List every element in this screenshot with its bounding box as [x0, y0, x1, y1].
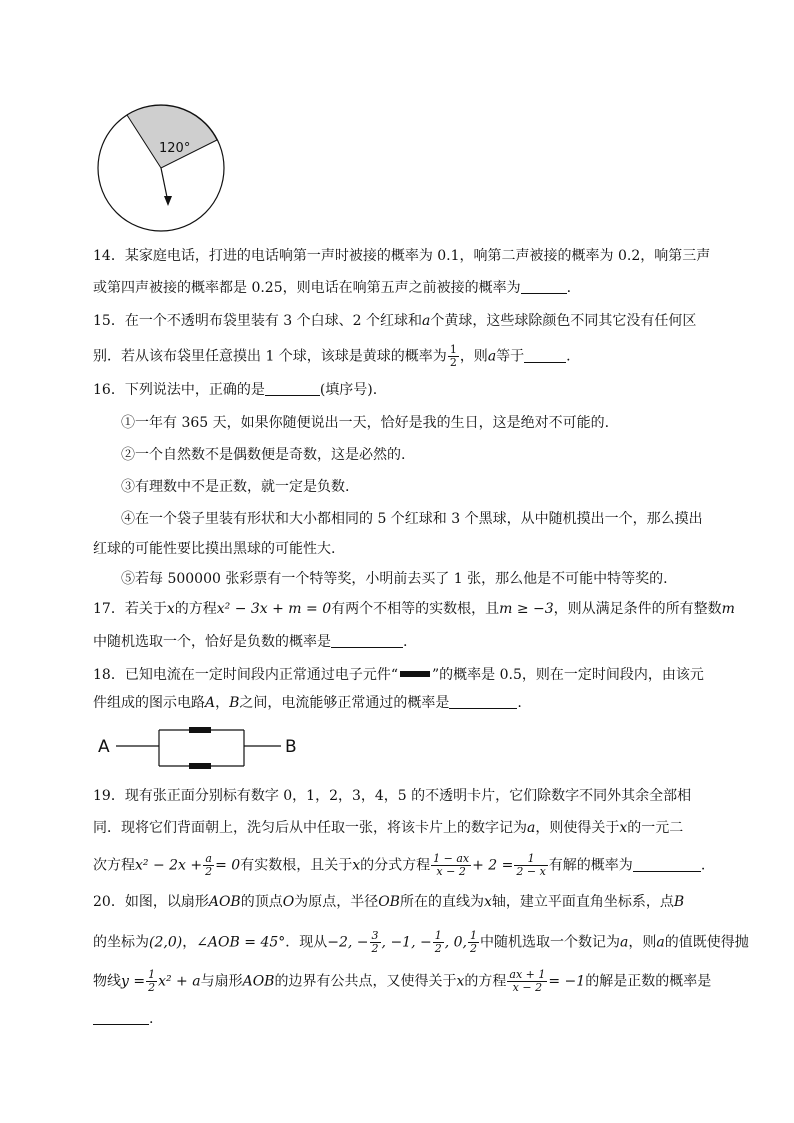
q16-item-2: ②一个自然数不是偶数便是奇数，这是必然的.	[121, 447, 406, 463]
q17-line2: 中随机选取一个，恰好是负数的概率是 .	[93, 634, 408, 650]
q20-line3: 物线y = $\frac{1}{2}$ x² + a与扇形AOB的边界有公共点，又使得关于x的方程 $\frac{ax + 1}{x - 2}$ = −1的解是正数的概率是	[93, 968, 712, 994]
q20-line2: 的坐标为(2,0)，∠AOB = 45°．现从−2, − $\frac{3}{2}$ , −1, − $\frac{1}{2}$ , 0, $\frac{1}{2}$ 中随机选取一个数记为a，则a的值既使得抛	[93, 929, 749, 955]
q19-frac-lhs: $\frac{1 - ax}{x - 2}$	[433, 852, 470, 878]
q14-line1: 14．某家庭电话，打进的电话响第一声时被接的概率为 0.1，响第二声被接的概率为 0.2，响第三声	[93, 248, 711, 264]
spinner-angle-label: 120°	[159, 141, 191, 156]
q14-answer-blank[interactable]	[521, 279, 567, 294]
q18-line2: 件组成的图示电路A，B之间，电流能够正常通过的概率是 .	[93, 695, 522, 711]
q15-line2: 别．若从该布袋里任意摸出 1 个球，该球是黄球的概率为 $\frac{1}{2}$ ，则a等于 .	[93, 343, 571, 369]
resistor-bottom	[189, 763, 211, 769]
circuit-label-b: B	[285, 737, 297, 757]
q18-answer-blank[interactable]	[449, 694, 517, 709]
q16-stem: 16．下列说法中，正确的是 (填序号).	[93, 382, 378, 398]
q20-frac-3-2: $\frac{3}{2}$	[371, 929, 379, 955]
q15-fraction: $\frac{1}{2}$	[449, 343, 457, 369]
q15-line1: 15．在一个不透明布袋里装有 3 个白球、2 个红球和a个黄球，这些球除颜色不同其它没有任何区	[93, 313, 697, 329]
q20-frac-1-2-neg: $\frac{1}{2}$	[434, 929, 442, 955]
q14-line2: 或第四声被接的概率都是 0.25，则电话在响第五声之前被接的概率为 .	[93, 280, 572, 296]
q19-frac-rhs: $\frac{1}{2 - x}$	[516, 852, 546, 878]
q16-item-3: ③有理数中不是正数，就一定是负数.	[121, 479, 350, 495]
q16-item-5: ⑤若每 500000 张彩票有一个特等奖，小明前去买了 1 张，那么他是不可能中特等奖的.	[121, 571, 668, 587]
spinner-figure	[92, 104, 230, 234]
q20-equation-frac: $\frac{ax + 1}{x - 2}$	[509, 968, 546, 994]
q15-answer-blank[interactable]	[524, 348, 566, 363]
q19-line3: 次方程x² − 2x + $\frac{a}{2}$ = 0有实数根，且关于x的分式方程 $\frac{1 - ax}{x - 2}$ + 2 = $\frac{1}{2 - x}$ 有解的概率为 .	[93, 852, 706, 878]
q16-item-4: ④在一个袋子里装有形状和大小都相同的 5 个红球和 3 个黑球，从中随机摸出一个，那么摸出	[121, 511, 703, 527]
q20-line1: 20．如图，以扇形AOB的顶点O为原点，半径OB所在的直线为x轴，建立平面直角坐标系，点B	[93, 894, 685, 910]
q19-line1: 19．现有张正面分别标有数字 0，1，2，3，4，5 的不透明卡片，它们除数字不同外其余全部相	[93, 788, 692, 804]
q20-line4: .	[93, 1009, 153, 1029]
q19-answer-blank[interactable]	[633, 857, 701, 872]
q19-frac-a-over-2: $\frac{a}{2}$	[205, 852, 213, 878]
q20-parabola-frac: $\frac{1}{2}$	[148, 968, 156, 994]
q20-answer-blank[interactable]	[93, 1010, 149, 1025]
q18-line1: 18．已知电流在一定时间段内正常通过电子元件“ ”的概率是 0.5，则在一定时间段内，由该元	[93, 667, 704, 683]
q20-frac-1-2: $\frac{1}{2}$	[469, 929, 477, 955]
circuit-label-a: A	[98, 737, 110, 757]
q19-line2: 同．现将它们背面朝上，洗匀后从中任取一张，将该卡片上的数字记为a，则使得关于x的一元二	[93, 820, 684, 836]
q16-answer-blank[interactable]	[265, 381, 320, 396]
q17-answer-blank[interactable]	[331, 633, 403, 648]
resistor-icon	[400, 671, 430, 677]
circuit-diagram	[96, 725, 306, 773]
q16-item-1: ①一年有 365 天，如果你随便说出一天，恰好是我的生日，这是绝对不可能的.	[121, 415, 610, 431]
resistor-top	[189, 727, 211, 733]
q16-item-4-cont: 红球的可能性要比摸出黑球的可能性大.	[93, 541, 336, 557]
q17-line1: 17．若关于x的方程x² − 3x + m = 0有两个不相等的实数根，且m ≥ −3，则从满足条件的所有整数m	[93, 601, 735, 617]
